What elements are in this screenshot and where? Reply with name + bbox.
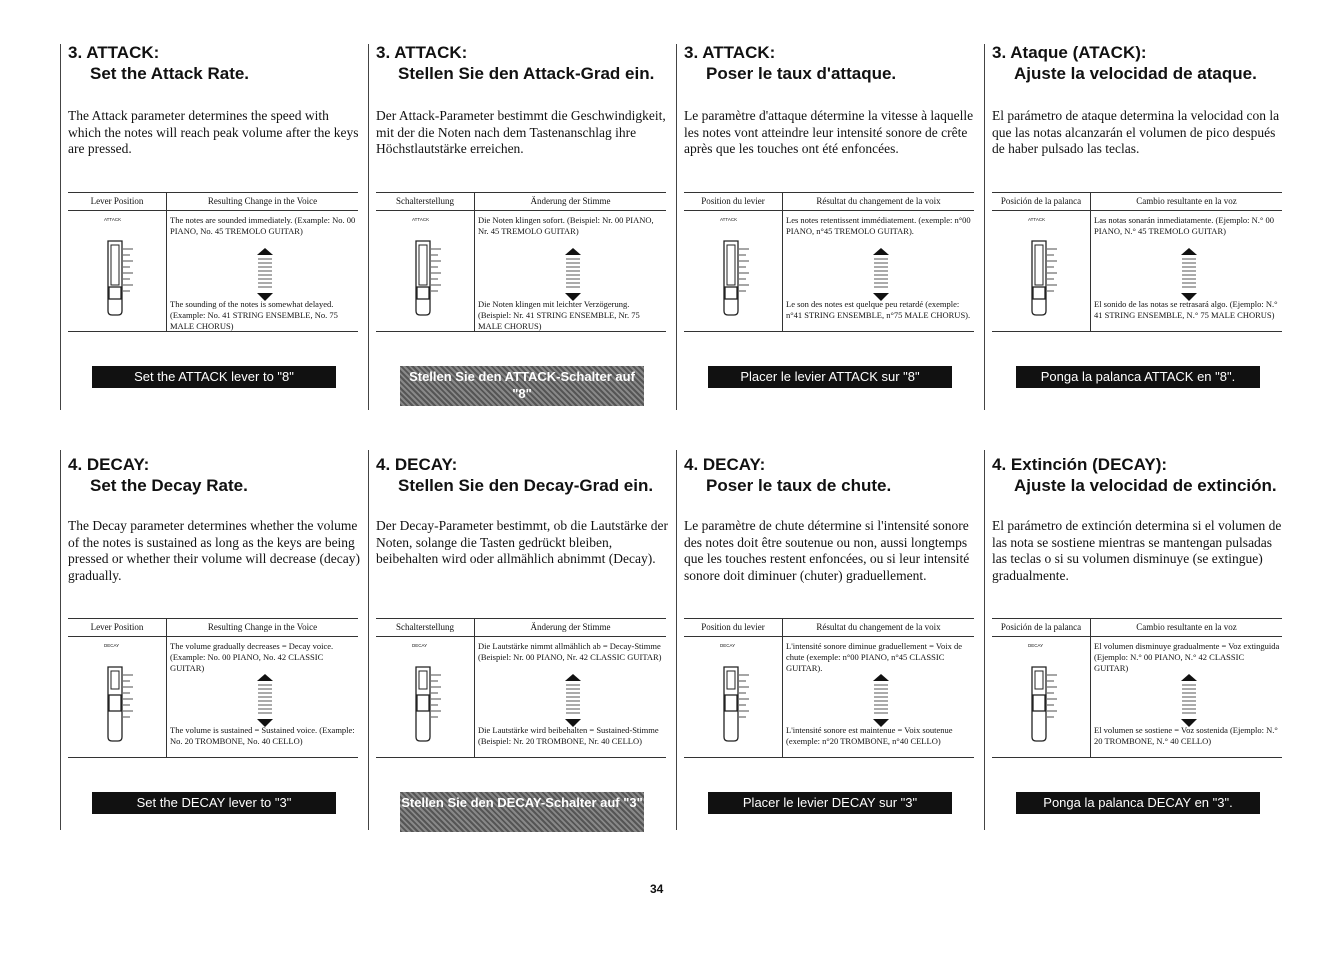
section-subtitle: Set the Decay Rate. <box>90 476 248 495</box>
attack-section <box>992 42 1290 412</box>
bottom-result-text: Le son des notes est quelque peu retardé (exemple: n°41 STRING ENSEMBLE, n°75 MALE CHORUS). <box>786 299 971 320</box>
col-header-lever: Posición de la palanca <box>992 619 1091 636</box>
lever-tag: DECAY <box>104 643 120 648</box>
top-result-text: Les notes retentissent immédiatement. (exemple: n°00 PIANO, n°45 TREMOLO GUITAR). <box>786 215 971 236</box>
section-subtitle: Set the Attack Rate. <box>90 64 250 83</box>
column-rule <box>984 44 985 410</box>
top-result-text: The notes are sounded immediately. (Example: No. 00 PIANO, No. 45 TREMOLO GUITAR) <box>170 215 356 236</box>
col-header-lever: Lever Position <box>68 619 167 636</box>
section-heading <box>684 454 982 496</box>
lever-table <box>68 618 358 758</box>
instruction-banner: Set the DECAY lever to "3" <box>92 792 336 814</box>
col-header-change: Änderung der Stimme <box>530 622 611 632</box>
decay-section <box>684 454 982 854</box>
col-header-change: Cambio resultante en la voz <box>1136 622 1237 632</box>
attack-section <box>684 42 982 412</box>
decay-section <box>68 454 366 854</box>
section-title: 3. ATTACK: <box>684 43 776 62</box>
page-number: 34 <box>650 882 664 896</box>
lever-table <box>684 618 974 758</box>
section-subtitle: Ajuste la velocidad de ataque. <box>1014 64 1257 83</box>
section-body: Der Attack-Parameter bestimmt die Geschwindigkeit, mit der die Noten nach dem Tastenanschlag ihre Höchstlautstärke erreichen. <box>376 108 666 156</box>
top-result-text: Die Lautstärke nimmt allmählich ab = Decay-Stimme (Beispiel: Nr. 00 PIANO, Nr. 42 CLASSIC GUITAR) <box>478 641 662 662</box>
col-header-change: Resulting Change in the Voice <box>207 196 318 206</box>
instruction-banner: Stellen Sie den ATTACK-Schalter auf "8" <box>400 366 644 406</box>
section-title: 3. ATTACK: <box>68 43 160 62</box>
col-header-lever: Schalterstellung <box>376 619 475 636</box>
attack-section <box>376 42 674 412</box>
section-body: El parámetro de ataque determina la velocidad con la que las notas alcanzarán el volumen de pico después de haber pulsado las teclas. <box>992 108 1280 156</box>
bottom-result-text: The volume is sustained = Sustained voice. (Example: No. 20 TROMBONE, No. 40 CELLO) <box>170 725 355 746</box>
slider-lever-icon <box>412 239 446 324</box>
section-title: 4. DECAY: <box>376 455 458 474</box>
instruction-banner: Placer le levier ATTACK sur "8" <box>708 366 952 388</box>
lever-tag: ATTACK <box>412 217 430 222</box>
section-title: 4. DECAY: <box>68 455 150 474</box>
slider-lever-icon <box>1028 665 1062 750</box>
section-body: Le paramètre d'attaque détermine la vitesse à laquelle les notes vont atteindre leur intensité sonore de crête après que les touches ont été enfoncées. <box>684 108 974 156</box>
lever-table <box>68 192 358 332</box>
section-body: Le paramètre de chute détermine si l'intensité sonore des notes doit être soutenue ou non, aussi longtemps que les touches restent enfoncées, ou si leur intensité sonore doit diminuer (chuter) graduellement. <box>684 518 970 583</box>
slider-lever-icon <box>720 239 754 324</box>
section-subtitle: Ajuste la velocidad de extinción. <box>1014 476 1277 495</box>
lever-tag: DECAY <box>1028 643 1044 648</box>
col-header-lever: Position du levier <box>684 619 783 636</box>
col-header-change: Resulting Change in the Voice <box>207 622 318 632</box>
section-title: 3. ATTACK: <box>376 43 468 62</box>
section-subtitle: Poser le taux de chute. <box>706 476 892 495</box>
lever-tag: ATTACK <box>1028 217 1046 222</box>
top-result-text: El volumen disminuye gradualmente = Voz extinguida (Ejemplo: N.° 00 PIANO, N.° 42 CLASSIC GUITAR) <box>1094 641 1280 673</box>
lever-tag: ATTACK <box>104 217 122 222</box>
section-subtitle: Poser le taux d'attaque. <box>706 64 897 83</box>
bottom-result-text: Die Noten klingen mit leichter Verzögerung. (Beispiel: Nr. 41 STRING ENSEMBLE, Nr. 75 MALE CHORUS) <box>478 299 640 331</box>
lever-table <box>684 192 974 332</box>
lever-table <box>376 618 666 758</box>
instruction-banner: Ponga la palanca DECAY en "3". <box>1016 792 1260 814</box>
section-subtitle: Stellen Sie den Decay-Grad ein. <box>398 476 654 495</box>
bottom-result-text: L'intensité sonore est maintenue = Voix soutenue (exemple: n°20 TROMBONE, n°40 CELLO) <box>786 725 953 746</box>
slider-lever-icon <box>104 239 138 324</box>
section-heading <box>684 42 982 84</box>
col-header-lever: Position du levier <box>684 193 783 210</box>
instruction-banner: Stellen Sie den DECAY-Schalter auf "3" <box>400 792 644 832</box>
column-rule <box>60 44 61 410</box>
slider-lever-icon <box>412 665 446 750</box>
slider-lever-icon <box>104 665 138 750</box>
lever-table <box>992 192 1282 332</box>
top-result-text: L'intensité sonore diminue graduellement = Voix de chute (exemple: n°00 PIANO, n°45 CLASSIC GUITAR). <box>786 641 962 673</box>
col-header-lever: Schalterstellung <box>376 193 475 210</box>
lever-tag: ATTACK <box>720 217 738 222</box>
section-title: 4. DECAY: <box>684 455 766 474</box>
bottom-result-text: El sonido de las notas se retrasará algo. (Ejemplo: N.° 41 STRING ENSEMBLE, N.° 75 MALE CHORUS) <box>1094 299 1278 320</box>
column-rule <box>60 450 61 830</box>
bottom-result-text: Die Lautstärke wird beibehalten = Sustained-Stimme (Beispiel: Nr. 20 TROMBONE, Nr. 40 CELLO) <box>478 725 659 746</box>
section-heading <box>376 42 674 84</box>
section-heading <box>992 42 1290 84</box>
bottom-result-text: The sounding of the notes is somewhat delayed. (Example: No. 41 STRING ENSEMBLE, No. 75 MALE CHORUS) <box>170 299 338 331</box>
section-heading <box>68 454 366 496</box>
column-rule <box>368 44 369 410</box>
lever-tag: DECAY <box>720 643 736 648</box>
column-rule <box>676 44 677 410</box>
instruction-banner: Ponga la palanca ATTACK en "8". <box>1016 366 1260 388</box>
section-subtitle: Stellen Sie den Attack-Grad ein. <box>398 64 655 83</box>
section-title: 4. Extinción (DECAY): <box>992 455 1168 474</box>
lever-table <box>376 192 666 332</box>
bottom-result-text: El volumen se sostiene = Voz sostenida (Ejemplo: N.° 20 TROMBONE, N.° 40 CELLO) <box>1094 725 1278 746</box>
top-result-text: Las notas sonarán inmediatamente. (Ejemplo: N.° 00 PIANO, N.° 45 TREMOLO GUITAR) <box>1094 215 1274 236</box>
slider-lever-icon <box>1028 239 1062 324</box>
section-body: The Decay parameter determines whether the volume of the notes is sustained as long as the keys are being pressed or whether their volume will decrease (decay) gradually. <box>68 518 360 583</box>
col-header-lever: Lever Position <box>68 193 167 210</box>
attack-section <box>68 42 366 412</box>
section-heading <box>376 454 674 496</box>
top-result-text: Die Noten klingen sofort. (Beispiel: Nr. 00 PIANO, Nr. 45 TREMOLO GUITAR) <box>478 215 654 236</box>
lever-tag: DECAY <box>412 643 428 648</box>
lever-table <box>992 618 1282 758</box>
section-title: 3. Ataque (ATACK): <box>992 43 1147 62</box>
decay-section <box>992 454 1290 854</box>
col-header-change: Résultat du changement de la voix <box>816 622 941 632</box>
column-rule <box>368 450 369 830</box>
instruction-banner: Set the ATTACK lever to "8" <box>92 366 336 388</box>
col-header-change: Résultat du changement de la voix <box>816 196 941 206</box>
instruction-banner: Placer le levier DECAY sur "3" <box>708 792 952 814</box>
decay-section <box>376 454 674 854</box>
section-heading <box>992 454 1290 496</box>
section-heading <box>68 42 366 84</box>
col-header-change: Änderung der Stimme <box>530 196 611 206</box>
section-body: The Attack parameter determines the speed with which the notes will reach peak volume after the keys are pressed. <box>68 108 359 156</box>
col-header-lever: Posición de la palanca <box>992 193 1091 210</box>
column-rule <box>676 450 677 830</box>
top-result-text: The volume gradually decreases = Decay voice. (Example: No. 00 PIANO, No. 42 CLASSIC GUITAR) <box>170 641 334 673</box>
column-rule <box>984 450 985 830</box>
slider-lever-icon <box>720 665 754 750</box>
col-header-change: Cambio resultante en la voz <box>1136 196 1237 206</box>
section-body: Der Decay-Parameter bestimmt, ob die Lautstärke der Noten, solange die Tasten gedrückt bleiben, beibehalten wird oder allmählich abnimmt (Decay). <box>376 518 669 566</box>
section-body: El parámetro de extinción determina si el volumen de las nota se sostiene mientras se mantengan pulsadas las teclas o si su volumen disminuye (se extingue) gradualmente. <box>992 518 1282 583</box>
